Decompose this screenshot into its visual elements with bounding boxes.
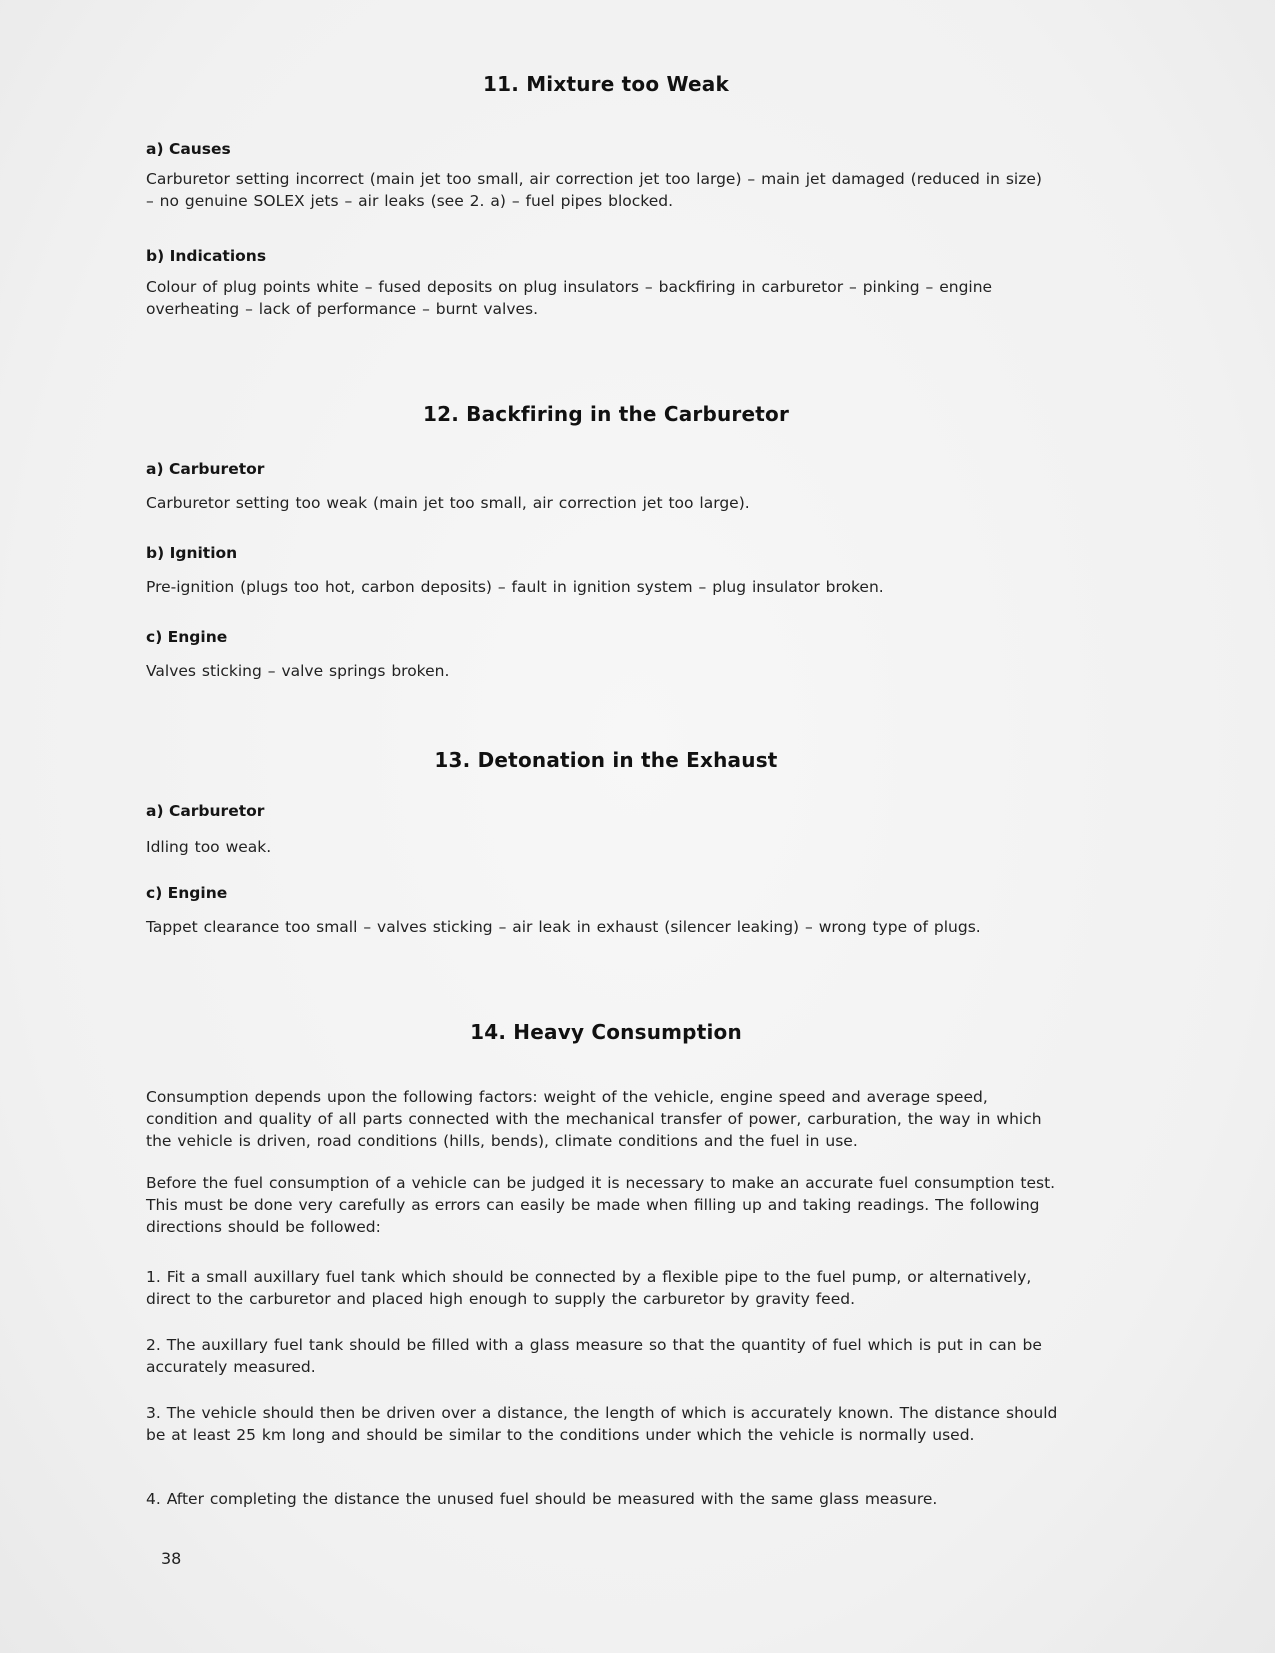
section-14-item-3-text: 3. The vehicle should then be driven over a distance, the length of which is accurately known. The distance should be at least 25 km long and should be similar to the conditions under which the vehicle is normally used. xyxy=(146,1404,1058,1444)
section-14-item-1-text: 1. Fit a small auxillary fuel tank which should be connected by a flexible pipe to the fuel pump, or alternatively, direct to the carburetor and placed high enough to supply the carburetor by gravity feed. xyxy=(146,1268,1032,1308)
section-14-title: 14. Heavy Consumption xyxy=(470,1020,742,1044)
section-13-carburetor-text: Idling too weak. xyxy=(146,838,272,856)
section-12-title: 12. Backfiring in the Carburetor xyxy=(422,402,790,426)
section-11-indications-heading: b) Indications xyxy=(146,247,267,265)
section-13-engine-text: Tappet clearance too small – valves sticking – air leak in exhaust (silencer leaking) – wrong type of plugs. xyxy=(146,918,981,936)
section-12-carburetor-heading: a) Carburetor xyxy=(146,460,265,478)
section-14-paragraph-2-text: Before the fuel consumption of a vehicle can be judged it is necessary to make an accurate fuel consumption test. This must be done very carefully as errors can easily be made when filling up and taking readings. The following directions should be followed: xyxy=(146,1174,1056,1236)
section-13-carburetor xyxy=(146,802,1046,820)
section-14-paragraph-2 xyxy=(146,1172,1061,1238)
section-13-engine xyxy=(146,884,1046,902)
section-14-item-2-text: 2. The auxillary fuel tank should be filled with a glass measure so that the quantity of fuel which is put in can be accurately measured. xyxy=(146,1336,1042,1376)
section-12-engine xyxy=(146,628,1046,646)
section-11-causes-heading: a) Causes xyxy=(146,140,231,158)
section-11-title: 11. Mixture too Weak xyxy=(483,72,729,96)
section-11-indications xyxy=(146,247,1046,265)
section-12-carburetor xyxy=(146,460,1046,478)
section-13-engine-body xyxy=(146,916,1061,938)
section-12 xyxy=(146,402,1066,426)
section-13-carburetor-body xyxy=(146,836,1046,858)
section-14-paragraph-1-text: Consumption depends upon the following factors: weight of the vehicle, engine speed and average speed, condition and quality of all parts connected with the mechanical transfer of power, carburation, the way in which the vehicle is driven, road conditions (hills, bends), climate conditions and the fuel in use. xyxy=(146,1088,1042,1150)
section-12-carburetor-body xyxy=(146,492,1046,514)
section-14 xyxy=(146,1020,1066,1044)
section-11-causes-text: Carburetor setting incorrect (main jet too small, air correction jet too large) – main jet damaged (reduced in size) – no genuine SOLEX jets – air leaks (see 2. a) – fuel pipes blocked. xyxy=(146,170,1042,210)
section-13-title: 13. Detonation in the Exhaust xyxy=(434,748,778,772)
section-12-ignition xyxy=(146,544,1046,562)
section-11 xyxy=(146,72,1066,96)
section-11-causes-body xyxy=(146,168,1051,212)
section-13-engine-heading: c) Engine xyxy=(146,884,228,902)
section-14-item-2 xyxy=(146,1334,1061,1378)
section-12-engine-body xyxy=(146,660,1046,682)
section-13 xyxy=(146,748,1066,772)
section-11-indications-body xyxy=(146,276,1051,320)
section-12-engine-heading: c) Engine xyxy=(146,628,228,646)
section-12-carburetor-text: Carburetor setting too weak (main jet too small, air correction jet too large). xyxy=(146,494,750,512)
section-14-item-1 xyxy=(146,1266,1061,1310)
section-12-engine-text: Valves sticking – valve springs broken. xyxy=(146,662,450,680)
section-12-ignition-body xyxy=(146,576,1046,598)
section-11-causes xyxy=(146,140,1046,158)
page-number: 38 xyxy=(161,1549,182,1568)
section-12-ignition-heading: b) Ignition xyxy=(146,544,238,562)
section-14-item-3 xyxy=(146,1402,1061,1446)
section-12-ignition-text: Pre-ignition (plugs too hot, carbon deposits) – fault in ignition system – plug insulator broken. xyxy=(146,578,884,596)
section-14-item-4-text: 4. After completing the distance the unused fuel should be measured with the same glass measure. xyxy=(146,1490,938,1508)
section-11-indications-text: Colour of plug points white – fused deposits on plug insulators – backfiring in carburetor – pinking – engine overheating – lack of performance – burnt valves. xyxy=(146,278,993,318)
section-14-item-4 xyxy=(146,1488,1061,1510)
section-14-paragraph-1 xyxy=(146,1086,1061,1152)
section-13-carburetor-heading: a) Carburetor xyxy=(146,802,265,820)
